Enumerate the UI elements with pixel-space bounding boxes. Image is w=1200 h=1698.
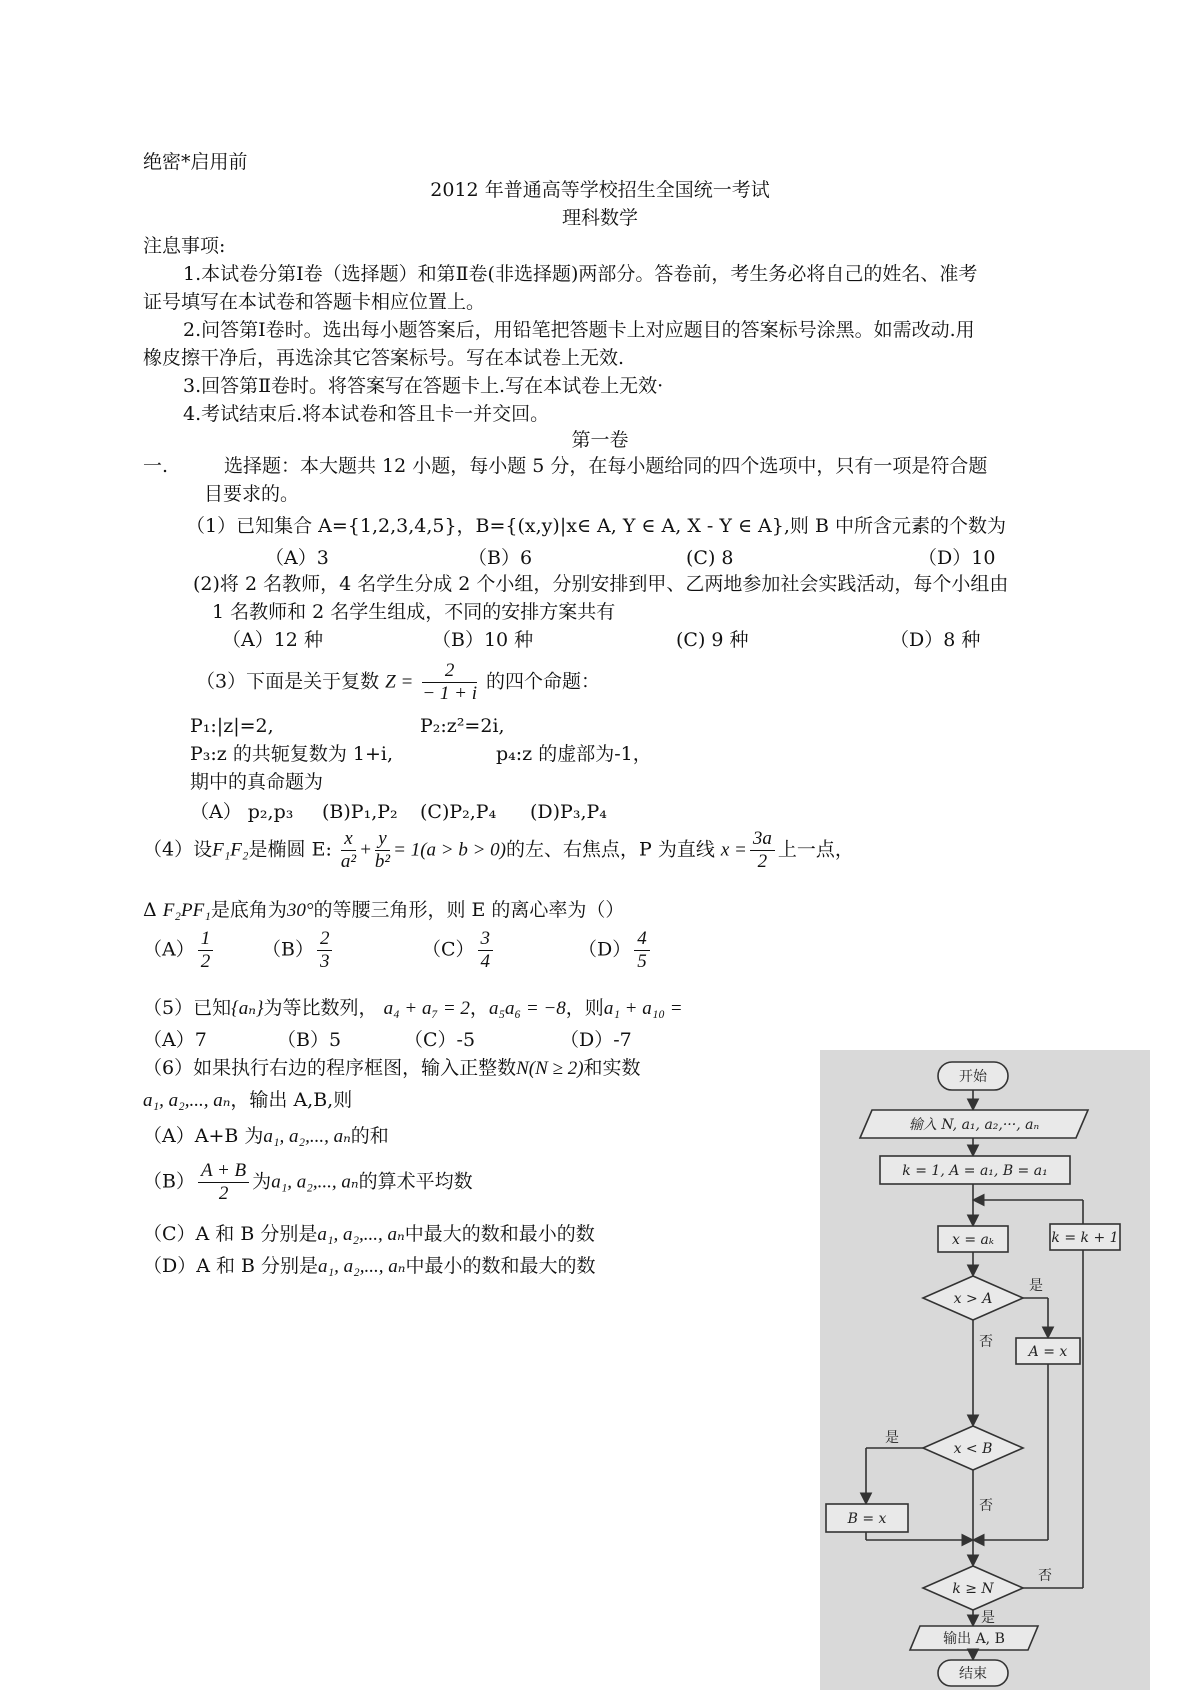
subject-title: 理科数学 xyxy=(561,207,638,229)
q4-option-a-label: （A） xyxy=(143,938,195,961)
flow-cond1-text: x > A xyxy=(953,1291,993,1307)
notice-item-2: 2.问答第Ⅰ卷时。选出每小题答案后，用铅笔把答题卡上对应题目的答案标号涂黑。如需改动.用 xyxy=(183,319,975,341)
q3-p1: P₁:|z|=2, xyxy=(190,715,274,737)
q2-option-d: （D）8 种 xyxy=(890,629,981,651)
q4-option-b-num: 2 xyxy=(317,928,333,951)
q1-stem-set: （1）已知集合 A={1,2,3,4,5}，B={(x,y)|x∈ A, Y ∈ A, X - Y ∈ A} xyxy=(186,515,784,537)
q3-stem-tail: 的四个命题： xyxy=(486,670,601,693)
q6-line-2 xyxy=(143,1086,352,1115)
q6-opt-b-label: （B） xyxy=(143,1170,195,1193)
q6-option-d xyxy=(143,1252,595,1281)
q4-delta: Δ xyxy=(143,899,157,921)
q6-opt-a-text: （A）A+B 为 xyxy=(143,1125,264,1147)
q3-option-a: （A） p₂,p₃ xyxy=(190,801,294,823)
q5-text-2: 为等比数列， xyxy=(263,997,378,1019)
notice-item-2-cont: 橡皮擦干净后，再选涂其它答案标号。写在本试卷上无效. xyxy=(143,347,625,369)
notice-item-4: 4.考试结束后.将本试卷和答且卡一并交回。 xyxy=(183,403,550,425)
q5-text-1: （5）已知 xyxy=(143,997,232,1019)
flow-yes-3: 是 xyxy=(981,1610,995,1626)
q4-option-c-num: 3 xyxy=(478,928,494,951)
flow-no-2: 否 xyxy=(979,1498,993,1514)
q1-option-b: （B）6 xyxy=(468,547,533,569)
q5-option-d: （D）-7 xyxy=(560,1029,632,1051)
q4-x-equals: x = xyxy=(720,839,747,861)
q4-option-b-frac xyxy=(317,928,333,973)
q5-option-c: （C）-5 xyxy=(404,1029,476,1051)
q4-frac-x xyxy=(341,828,356,873)
q6-opt-b-text: 为 xyxy=(252,1170,272,1193)
q6-opt-b-num: A + B xyxy=(198,1160,249,1183)
q3-p2: P₂:z²=2i, xyxy=(420,715,505,737)
q1-stem-ask: ,则 B 中所含元素的个数为 xyxy=(783,515,1006,537)
q3-option-d: (D)P₃,P₄ xyxy=(530,801,607,823)
flow-end-text: 结束 xyxy=(959,1666,987,1682)
q6-option-b xyxy=(143,1160,473,1205)
q1-stem xyxy=(186,512,1006,540)
notice-item-1-cont: 证号填写在本试卷和答题卡相应位置上。 xyxy=(143,291,486,313)
q4-frac-y xyxy=(375,828,390,873)
q3-frac-den: − 1 + i xyxy=(422,683,477,704)
q6-seq: a₁, a₂,..., aₙ xyxy=(143,1090,231,1111)
q4-angle: 30° xyxy=(286,900,314,921)
q4-line-2 xyxy=(143,896,624,925)
q5-option-a: （A）7 xyxy=(143,1029,207,1051)
flow-setA-text: A = x xyxy=(1028,1344,1068,1360)
q5-sep: ， xyxy=(469,997,489,1019)
q3-p4: p₄:z 的虚部为-1， xyxy=(496,743,652,765)
q6-text-1: （6）如果执行右边的程序框图，输入正整数 xyxy=(143,1057,517,1079)
q4-text-1: （4）设 xyxy=(143,838,213,861)
q5-stem xyxy=(143,994,683,1023)
q4-option-b xyxy=(262,928,335,973)
flow-init-text: k = 1, A = a₁, B = a₁ xyxy=(902,1163,1048,1179)
q4-option-b-den: 3 xyxy=(319,951,330,972)
q4-frac-3a-num: 3a xyxy=(750,828,775,851)
q4-text-2: 是椭圆 E: xyxy=(248,838,332,861)
q6-opt-b-frac xyxy=(198,1160,249,1205)
q3-stem-text: （3）下面是关于复数 xyxy=(196,670,380,693)
q4-text-4: 上一点， xyxy=(777,838,854,861)
q4-frac-y-num: y xyxy=(375,828,390,851)
q4-option-a xyxy=(143,928,216,973)
q3-stem xyxy=(196,660,600,705)
q5-sequence: {aₙ} xyxy=(231,998,264,1019)
flow-yes-1: 是 xyxy=(1029,1278,1043,1294)
q6-opt-d-tail: 中最小的数和最大的数 xyxy=(405,1255,596,1277)
flow-cond3-text: k ≥ N xyxy=(952,1581,994,1597)
q4-option-c-label: （C） xyxy=(422,938,475,961)
flow-assign-text: x = aₖ xyxy=(952,1232,994,1248)
q6-option-c xyxy=(143,1220,595,1249)
q6-opt-c-seq: a₁, a₂,..., aₙ xyxy=(317,1224,405,1245)
q3-option-c: (C)P₂,P₄ xyxy=(420,801,497,823)
q6-opt-a-seq: a₁, a₂,..., aₙ xyxy=(263,1126,351,1147)
section-line-2: 目要求的。 xyxy=(204,483,300,505)
q4-frac-x-den: a² xyxy=(340,851,357,872)
flow-input-text: 输入 N, a₁, a₂,···, aₙ xyxy=(908,1117,1040,1133)
notice-item-1: 1.本试卷分第Ⅰ卷（选择题）和第Ⅱ卷(非选择题)两部分。答卷前，考生务必将自己的姓名、准考 xyxy=(183,263,978,285)
q2-line-2: 1 名教师和 2 名学生组成，不同的安排方案共有 xyxy=(212,601,616,623)
flow-no-1: 否 xyxy=(979,1334,993,1350)
q4-text-5: 是底角为 xyxy=(210,899,287,921)
q4-option-d xyxy=(578,928,653,973)
q1-option-a: （A）3 xyxy=(265,547,329,569)
q4-frac-3a xyxy=(750,828,775,873)
q4-text-6: 的等腰三角形，则 E 的离心率为（） xyxy=(313,899,625,921)
q4-option-d-frac xyxy=(634,928,650,973)
q4-frac-3a-den: 2 xyxy=(757,851,768,872)
q2-line-1: (2)将 2 名教师，4 名学生分成 2 个小组，分别安排到甲、乙两地参加社会实践活动，每个小组由 xyxy=(193,573,1009,595)
flow-setB-text: B = x xyxy=(847,1511,887,1527)
q4-option-d-label: （D） xyxy=(578,938,632,961)
section-number: 一. xyxy=(143,455,169,477)
q4-option-a-den: 2 xyxy=(200,951,211,972)
q5-eq-3: a₁ + a₁₀ = xyxy=(603,998,683,1019)
q6-text-3: ，输出 A,B,则 xyxy=(230,1089,353,1111)
q6-option-a xyxy=(143,1122,389,1151)
volume-title: 第一卷 xyxy=(571,429,629,451)
q4-option-a-num: 1 xyxy=(198,928,214,951)
q4-equation: = 1(a > b > 0) xyxy=(393,839,506,861)
flow-yes-2: 是 xyxy=(885,1430,899,1446)
flowchart-svg xyxy=(820,1050,1150,1690)
q4-text-3: 的左、右焦点，P 为直线 xyxy=(506,838,715,861)
q4-stem xyxy=(143,828,854,873)
q3-option-b: (B)P₁,P₂ xyxy=(322,801,398,823)
flow-incr-text: k = k + 1 xyxy=(1051,1230,1119,1246)
notice-item-3: 3.回答第Ⅱ卷时。将答案写在答题卡上.写在本试卷上无效· xyxy=(183,375,664,397)
q4-plus: + xyxy=(359,839,372,861)
q4-triangle: F₂PF₁ xyxy=(162,900,211,921)
q6-opt-a-tail: 的和 xyxy=(350,1125,389,1147)
flow-start-text: 开始 xyxy=(959,1069,987,1085)
q4-option-b-label: （B） xyxy=(262,938,314,961)
notice-heading: 注息事项: xyxy=(143,235,226,257)
flow-output-text: 输出 A, B xyxy=(943,1631,1005,1647)
q4-option-d-den: 5 xyxy=(637,951,647,972)
q6-opt-b-seq: a₁, a₂,..., aₙ xyxy=(271,1171,359,1193)
q3-ask: 期中的真命题为 xyxy=(190,771,324,793)
section-line-1: 选择题：本大题共 12 小题，每小题 5 分，在每小题给同的四个选项中，只有一项是符合题 xyxy=(224,455,988,477)
q4-option-d-num: 4 xyxy=(634,928,650,951)
q3-frac-num: 2 xyxy=(422,660,477,683)
q6-opt-c-tail: 中最大的数和最小的数 xyxy=(404,1223,595,1245)
q6-opt-d-text: （D）A 和 B 分别是 xyxy=(143,1255,319,1277)
q3-p3: P₃:z 的共轭复数为 1+i, xyxy=(190,743,394,765)
flow-cond2-text: x < B xyxy=(953,1441,993,1457)
q2-option-b: （B）10 种 xyxy=(432,629,534,651)
q4-frac-x-num: x xyxy=(341,828,356,851)
q3-z-equals: Z = xyxy=(385,671,414,693)
q5-eq-1: a₄ + a₇ = 2 xyxy=(383,998,470,1019)
q1-option-d: （D）10 xyxy=(918,547,996,569)
q6-line-1 xyxy=(143,1054,641,1083)
q4-option-c xyxy=(422,928,496,973)
q5-eq-2: a₅a₆ = −8 xyxy=(488,998,566,1019)
q5-text-3: ，则 xyxy=(565,997,604,1019)
q6-text-2: 和实数 xyxy=(583,1057,641,1079)
flowchart-figure xyxy=(820,1050,1150,1690)
q6-opt-d-seq: a₁, a₂,..., aₙ xyxy=(318,1256,406,1277)
q4-foci: F₁F₂ xyxy=(212,839,249,861)
q4-frac-y-den: b² xyxy=(374,851,391,872)
q4-option-c-frac xyxy=(478,928,494,973)
q4-option-c-den: 4 xyxy=(480,951,491,972)
flow-no-3: 否 xyxy=(1038,1568,1052,1584)
q4-option-a-frac xyxy=(198,928,214,973)
q6-opt-b-tail: 的算术平均数 xyxy=(358,1170,473,1193)
q2-option-c: (C) 9 种 xyxy=(676,629,749,651)
q5-option-b: （B）5 xyxy=(277,1029,342,1051)
q6-n-cond: N(N ≥ 2) xyxy=(516,1058,584,1079)
q6-opt-c-text: （C）A 和 B 分别是 xyxy=(143,1223,318,1245)
exam-title: 2012 年普通高等学校招生全国统一考试 xyxy=(430,179,770,201)
q1-option-c: (C) 8 xyxy=(686,547,734,569)
q3-fraction xyxy=(422,660,477,705)
q2-option-a: （A）12 种 xyxy=(222,629,323,651)
secret-label: 绝密*启用前 xyxy=(143,151,248,173)
q6-opt-b-den: 2 xyxy=(218,1183,229,1204)
